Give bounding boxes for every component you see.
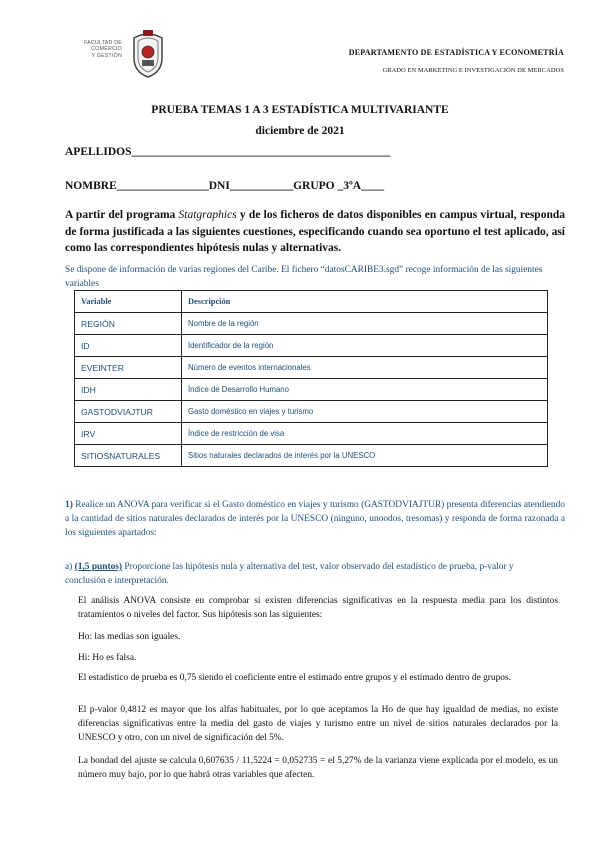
variable-cell: GASTODVIAJTUR xyxy=(75,401,182,423)
instructions: A partir del programa Statgraphics y de los ficheros de datos disponibles en campus virtual, responda de forma justificada a las siguientes cuestiones, especificando cuando sea oportuno el test aplicado, así como las correspondientes hipótesis nulas y alternativas. xyxy=(65,209,565,254)
apellidos-field[interactable]: APELLIDOS_____________________________________________ xyxy=(65,146,391,158)
exam-title: PRUEBA TEMAS 1 A 3 ESTADÍSTICA MULTIVARIANTE xyxy=(151,104,449,116)
faculty-logo xyxy=(58,28,176,78)
table-row xyxy=(75,423,548,445)
answer-alt-hypothesis: Hi: Ho es falsa. xyxy=(78,653,137,663)
department-name: DEPARTAMENTO DE ESTADÍSTICA Y ECONOMETRÍA xyxy=(348,48,564,57)
description-cell: Nombre de la región xyxy=(182,313,548,335)
description-cell: Índice de Desarrollo Humano xyxy=(182,379,548,401)
answer-p-value: El p-valor 0,4812 es mayor que los alfas habituales, por lo que aceptamos la Ho de que hay igualdad de medias, no existe diferencias significativas entre la media del gasto de viajes y turismo entre un nivel de sitios naturales declarados por la UNESCO y otro, con un nivel de significación del 5%. xyxy=(78,705,558,743)
nombre-dni-grupo-fields[interactable]: NOMBRE________________DNI___________GRUPO _3ºA____ xyxy=(65,180,385,192)
answer-paragraph: El análisis ANOVA consiste en comprobar si existen diferencias significativas en la respuesta media para los distintos tratamientos o niveles del factor. Sus hipótesis son las siguientes: xyxy=(78,596,558,620)
variable-cell: SITIOSNATURALES xyxy=(75,445,182,467)
table-row xyxy=(75,401,548,423)
faculty-name: FACULTAD DE COMERCIO Y GESTIÓN xyxy=(84,40,122,59)
variable-cell: IRV xyxy=(75,423,182,445)
answer-null-hypothesis: Ho: las medias son iguales. xyxy=(78,632,181,642)
variables-table xyxy=(74,290,548,467)
table-row xyxy=(75,445,548,467)
table-row xyxy=(75,379,548,401)
table-row xyxy=(75,313,548,335)
exam-date: diciembre de 2021 xyxy=(255,125,345,137)
degree-name: GRADO EN MARKETING E INVESTIGACIÓN DE MERCADOS xyxy=(382,67,564,74)
table-header-description: Descripción xyxy=(182,291,548,313)
variable-cell: IDH xyxy=(75,379,182,401)
variable-cell: EVEINTER xyxy=(75,357,182,379)
points-label: (1,5 puntos) xyxy=(74,562,123,572)
question-1: 1) Realice un ANOVA para verificar si el Gasto doméstico en viajes y turismo (GASTODVIAJTUR) presenta diferencias atendiendo a la cantidad de sitios naturales declarados de interés por la UNESCO (ninguno, unoodos, tresomas) y responda de forma razonada a los siguientes apartados: xyxy=(65,500,565,538)
description-cell: Identificador de la región xyxy=(182,335,548,357)
university-crest-icon xyxy=(128,28,168,78)
table-row xyxy=(75,335,548,357)
table-row xyxy=(75,357,548,379)
variable-cell: REGIÓN xyxy=(75,313,182,335)
variable-cell: ID xyxy=(75,335,182,357)
answer-test-statistic: El estadístico de prueba es 0,75 siendo el coeficiente entre el estimado entre grupos y el estimado dentro de grupos. xyxy=(78,673,511,683)
answer-goodness-of-fit: La bondad del ajuste se calcula 0,607635 / 11,5224 = 0,052735 = el 5,27% de la varianza viene explicada por el modelo, es un número muy bajo, por lo que habrá otras variables que afecten. xyxy=(78,756,558,780)
table-header-row xyxy=(75,291,548,313)
description-cell: Sitios naturales declarados de interés por la UNESCO xyxy=(182,445,548,467)
question-number: 1) xyxy=(65,500,73,510)
description-cell: Índice de restricción de visa xyxy=(182,423,548,445)
description-cell: Número de eventos internacionales xyxy=(182,357,548,379)
description-cell: Gasto doméstico en viajes y turismo xyxy=(182,401,548,423)
data-intro: Se dispone de información de varias regiones del Caribe. El fichero “datosCARIBE3.sgd” recoge información de las siguientes variables xyxy=(65,265,543,289)
question-1a: a) (1,5 puntos) Proporcione las hipótesis nula y alternativa del test, valor observado del estadístico de prueba, p-valor y conclusión e interpretación. xyxy=(65,562,514,586)
table-header-variable: Variable xyxy=(75,291,182,313)
